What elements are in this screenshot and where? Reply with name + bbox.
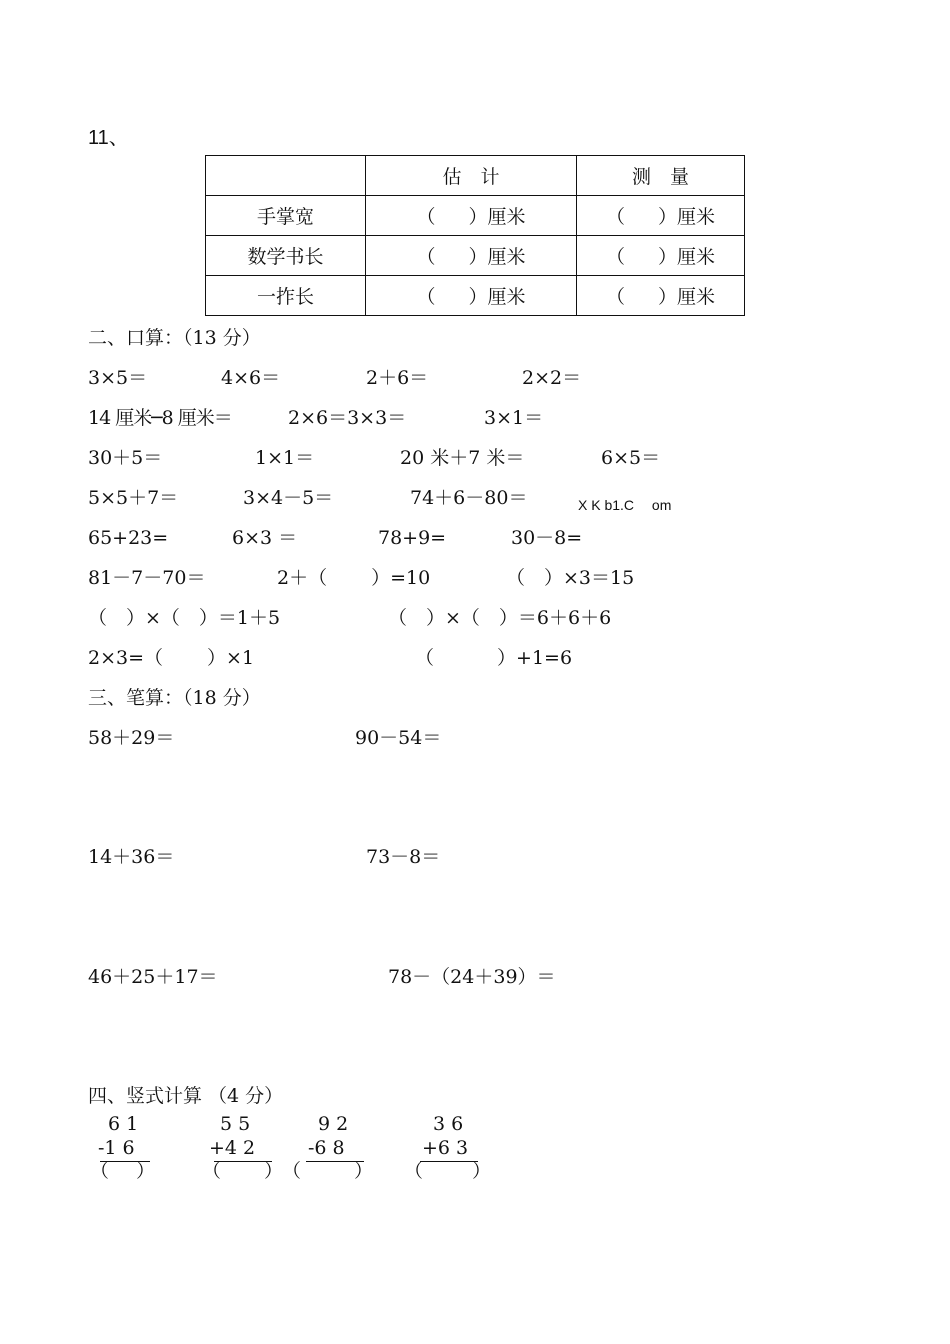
open-paren: （ xyxy=(605,206,625,228)
row-label: 手掌宽 xyxy=(206,196,366,236)
close-paren-unit: ）厘米 xyxy=(657,246,715,268)
table-header-estimate: 估 计 xyxy=(366,156,577,196)
problem: 2×6＝3×3＝ xyxy=(288,407,407,429)
open-paren: （ xyxy=(605,286,625,308)
problem: 14＋36＝ xyxy=(88,846,175,868)
vertical-problem xyxy=(282,1113,380,1185)
estimate-blank xyxy=(366,236,577,276)
problem: 2＋（ ）=10 xyxy=(277,567,431,589)
vertical-problem xyxy=(90,1113,166,1185)
problem: 20 米＋7 米＝ xyxy=(400,447,525,469)
close-paren-unit: ）厘米 xyxy=(468,246,526,268)
problem: 14 厘米─8 厘米＝ xyxy=(88,407,232,429)
problem: 74＋6－80＝ xyxy=(410,487,528,509)
problem: 46＋25＋17＝ xyxy=(88,966,218,988)
problem: 78+9= xyxy=(378,527,447,549)
problem: 6×5＝ xyxy=(601,447,661,469)
close-paren-unit: ）厘米 xyxy=(657,286,715,308)
problem: 58＋29＝ xyxy=(88,727,175,749)
table-header-empty xyxy=(206,156,366,196)
open-paren: （ xyxy=(416,246,436,268)
problem: 1×1＝ xyxy=(255,447,315,469)
estimate-blank xyxy=(366,276,577,316)
problem: 2×2＝ xyxy=(522,367,582,389)
close-paren: ） xyxy=(354,1160,374,1182)
problem: 4×6＝ xyxy=(221,367,281,389)
top-number: 3 6 xyxy=(433,1113,464,1135)
open-paren: （ xyxy=(404,1160,424,1182)
open-paren: （ xyxy=(90,1160,110,1182)
close-paren: ） xyxy=(264,1160,284,1182)
row-label: 一拃长 xyxy=(206,276,366,316)
vertical-problem xyxy=(202,1113,288,1185)
open-paren: （ xyxy=(605,246,625,268)
close-paren: ） xyxy=(136,1160,156,1182)
problem: （ ）+1=6 xyxy=(415,647,573,669)
section3-title: 三、笔算：（18 分） xyxy=(88,687,261,709)
problem: 2＋6＝ xyxy=(366,367,429,389)
problem: 3×5＝ xyxy=(88,367,148,389)
estimate-blank xyxy=(366,196,577,236)
section4-title: 四、竖式计算 （4 分） xyxy=(88,1085,284,1107)
problem: 3×1＝ xyxy=(484,407,544,429)
section2-title: 二、口算：（13 分） xyxy=(88,327,261,349)
vertical-problem xyxy=(404,1113,502,1185)
measure-blank xyxy=(577,236,745,276)
problem: 2×3=（ ）×1 xyxy=(88,647,255,669)
close-paren-unit: ）厘米 xyxy=(468,206,526,228)
measurement-table xyxy=(205,155,745,316)
problem: 6×3 ＝ xyxy=(232,527,298,549)
close-paren: ） xyxy=(472,1160,492,1182)
question-number: 11、 xyxy=(88,127,129,149)
problem: 5×5＋7＝ xyxy=(88,487,179,509)
measure-blank xyxy=(577,196,745,236)
problem: （ ）×（ ）＝1＋5 xyxy=(88,607,281,629)
bottom-number: -1 6 xyxy=(98,1137,135,1159)
bottom-number: +4 2 xyxy=(209,1137,256,1159)
problem: 90－54＝ xyxy=(355,727,442,749)
problem: 78－（24＋39）＝ xyxy=(388,966,556,988)
table-header-measure: 测 量 xyxy=(577,156,745,196)
close-paren-unit: ）厘米 xyxy=(468,286,526,308)
measure-blank xyxy=(577,276,745,316)
open-paren: （ xyxy=(416,206,436,228)
problem: 73－8＝ xyxy=(366,846,441,868)
close-paren-unit: ）厘米 xyxy=(657,206,715,228)
problem: 81－7－70＝ xyxy=(88,567,206,589)
bottom-number: -6 8 xyxy=(308,1137,345,1159)
problem: 3×4－5＝ xyxy=(243,487,334,509)
problem: 30＋5＝ xyxy=(88,447,163,469)
problem: （ ）×（ ）＝6＋6＋6 xyxy=(388,607,612,629)
problem: 65+23= xyxy=(88,527,169,549)
bottom-number: +6 3 xyxy=(422,1137,469,1159)
open-paren: （ xyxy=(202,1160,222,1182)
row-label: 数学书长 xyxy=(206,236,366,276)
watermark: X K b1.C om xyxy=(578,497,672,513)
answer-line xyxy=(420,1161,478,1162)
table-header-row xyxy=(206,156,745,196)
problem: （ ）×3＝15 xyxy=(506,567,635,589)
table-row xyxy=(206,236,745,276)
table-row xyxy=(206,276,745,316)
open-paren: （ xyxy=(282,1160,302,1182)
top-number: 5 5 xyxy=(220,1113,251,1135)
top-number: 6 1 xyxy=(108,1113,139,1135)
top-number: 9 2 xyxy=(318,1113,349,1135)
table-row xyxy=(206,196,745,236)
open-paren: （ xyxy=(416,286,436,308)
problem: 30－8= xyxy=(511,527,583,549)
